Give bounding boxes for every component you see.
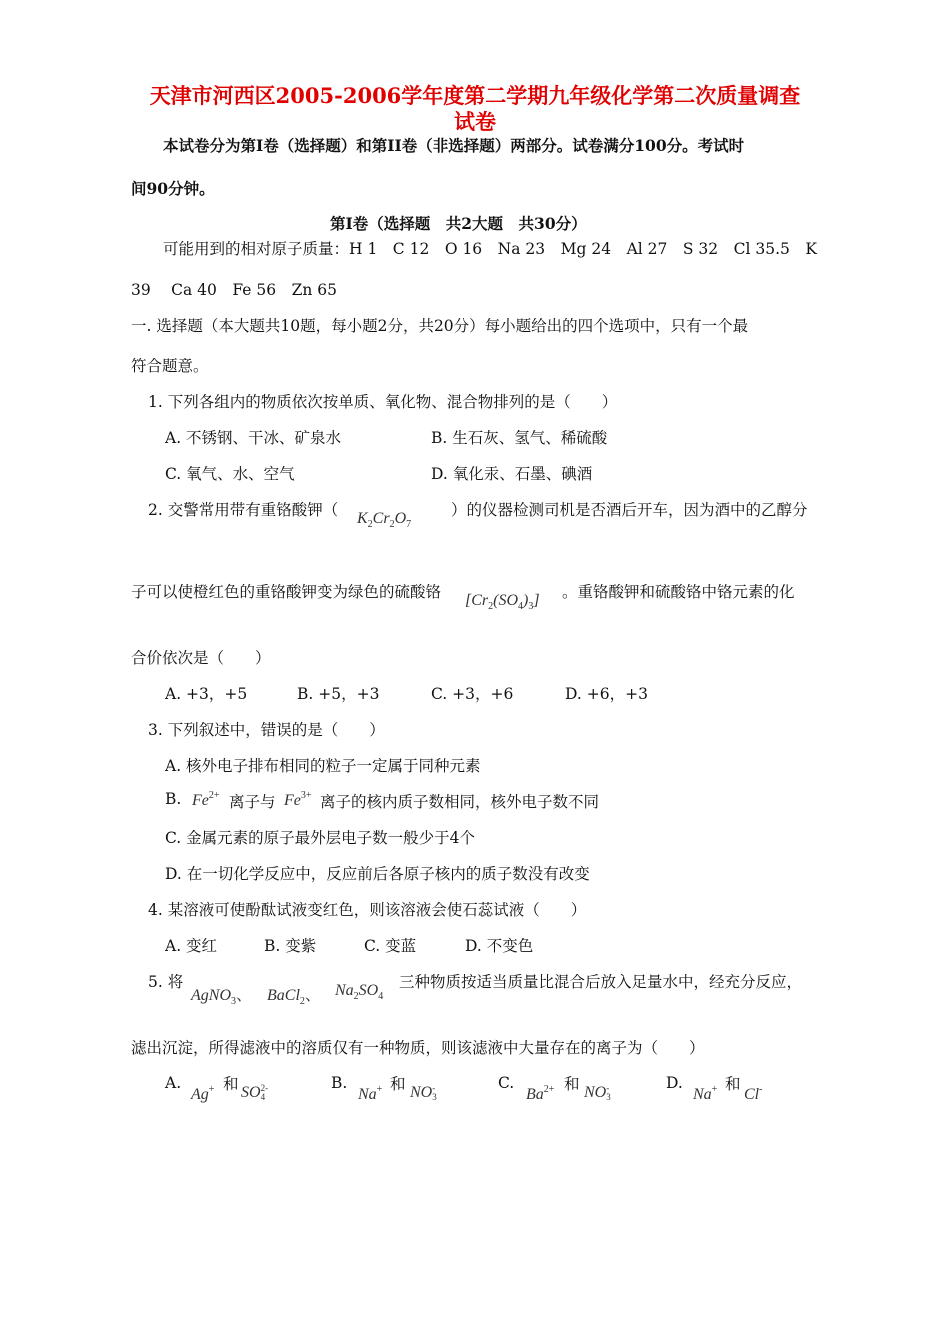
question-5-option-a-he: 和 [223, 1075, 239, 1093]
question-2-stem-cont: ）的仪器检测司机是否酒后开车，因为酒中的乙醇分 [451, 501, 808, 519]
question-4-option-d: D. 不变色 [465, 937, 534, 955]
intro-text: 本试卷分为第I卷（选择题）和第II卷（非选择题）两部分。试卷满分100分。考试时 [163, 136, 745, 155]
question-2-line2-cont: 。重铬酸钾和硫酸铬中铬元素的化 [562, 583, 795, 601]
formula-na-plus-d: Na+ [693, 1084, 718, 1103]
question-5-stem-cont: 三种物质按适当质量比混合后放入足量水中，经充分反应， [399, 973, 803, 991]
question-3-option-b-mid: 离子与 [229, 793, 276, 811]
question-1-stem: 1. 下列各组内的物质依次按单质、氧化物、混合物排列的是（ ） [148, 393, 618, 411]
formula-no3-minus-c: NO - 3 [584, 1083, 611, 1102]
question-3-option-b-label: B. [165, 790, 182, 808]
question-5-option-b-label: B. [331, 1074, 348, 1092]
question-4-option-a: A. 变红 [165, 937, 218, 955]
question-1-option-c: C. 氧气、水、空气 [165, 465, 295, 483]
question-5-line2: 滤出沉淀，所得滤液中的溶质仅有一种物质，则该滤液中大量存在的离子为（ ） [131, 1039, 705, 1057]
question-2-option-a: A. +3，+5 [165, 685, 248, 703]
question-1-option-b: B. 生石灰、氢气、稀硫酸 [431, 429, 608, 447]
formula-fe2plus: $Fe^{2+}$ [192, 790, 220, 809]
question-1-option-d: D. 氧化汞、石墨、碘酒 [431, 465, 593, 483]
question-5-option-a-label: A. [165, 1074, 182, 1092]
question-3-option-c: C. 金属元素的原子最外层电子数一般少于4个 [165, 829, 476, 847]
question-4-option-c: C. 变蓝 [364, 937, 417, 955]
question-3-stem: 3. 下列叙述中，错误的是（ ） [148, 721, 385, 739]
formula-fe3plus: $Fe^{3+}$ [284, 790, 312, 809]
formula-bacl2: BaCl$_2$、 [267, 987, 321, 1007]
question-5-option-c-label: C. [498, 1074, 515, 1092]
atomic-masses: 可能用到的相对原子质量：H 1 C 12 O 16 Na 23 Mg 24 Al 27 S 32 Cl 35.5 K [163, 240, 817, 258]
question-3-option-d: D. 在一切化学反应中，反应前后各原子核内的质子数没有改变 [165, 865, 590, 883]
question-4-stem: 4. 某溶液可使酚酞试液变红色，则该溶液会使石蕊试液（ ） [148, 901, 587, 919]
question-3-option-a: A. 核外电子排布相同的粒子一定属于同种元素 [165, 757, 481, 775]
question-4-option-b: B. 变紫 [264, 937, 317, 955]
page-title: 天津市河西区2005-2006学年度第二学期九年级化学第二次质量调查 [149, 83, 801, 108]
question-2-line3: 合价依次是（ ） [131, 649, 271, 667]
formula-cr2so43: $[Cr_2(SO_4)_3]$ [465, 592, 540, 612]
question-3-option-b-end: 离子的核内质子数相同，核外电子数不同 [320, 793, 600, 811]
formula-na2so4: $Na_2SO_4$ [335, 982, 384, 1002]
formula-na-plus: Na+ [358, 1084, 383, 1103]
question-2-stem: 2. 交警常用带有重铬酸钾（ [148, 501, 339, 519]
atomic-masses-line2: 39 Ca 40 Fe 56 Zn 65 [131, 281, 338, 299]
question-5-option-d-label: D. [666, 1074, 683, 1092]
part1-instruction-line2: 符合题意。 [131, 357, 209, 375]
formula-ag-plus: Ag+ [191, 1084, 215, 1103]
question-5-option-d-he: 和 [725, 1075, 741, 1093]
page-title-line2: 试卷 [454, 109, 496, 134]
formula-k2cr2o7: $K_2Cr_2O_7$ [357, 510, 412, 530]
question-5-stem: 5. 将 [148, 973, 184, 991]
question-2-line2: 子可以使橙红色的重铬酸钾变为绿色的硫酸铬 [131, 583, 442, 601]
question-2-option-b: B. +5，+3 [297, 685, 380, 703]
formula-no3-minus: NO - 3 [410, 1083, 437, 1102]
formula-so4-2minus: SO 2- 4 [241, 1083, 269, 1102]
intro-text-line2: 间90分钟。 [131, 179, 215, 198]
question-2-option-c: C. +3，+6 [431, 685, 514, 703]
part1-instruction: 一. 选择题（本大题共10题，每小题2分，共20分）每小题给出的四个选项中，只有一个最 [131, 317, 749, 335]
question-5-option-c-he: 和 [564, 1075, 580, 1093]
question-1-option-a: A. 不锈钢、干冰、矿泉水 [165, 429, 342, 447]
section-header: 第I卷（选择题 共2大题 共30分） [330, 214, 587, 233]
question-2-option-d: D. +6，+3 [565, 685, 648, 703]
formula-agno3: AgNO$_3$、 [191, 987, 253, 1007]
formula-ba-2plus: $Ba^{2+}$ [526, 1084, 555, 1103]
question-5-option-b-he: 和 [390, 1075, 406, 1093]
formula-cl-minus: Cl- [744, 1084, 763, 1103]
